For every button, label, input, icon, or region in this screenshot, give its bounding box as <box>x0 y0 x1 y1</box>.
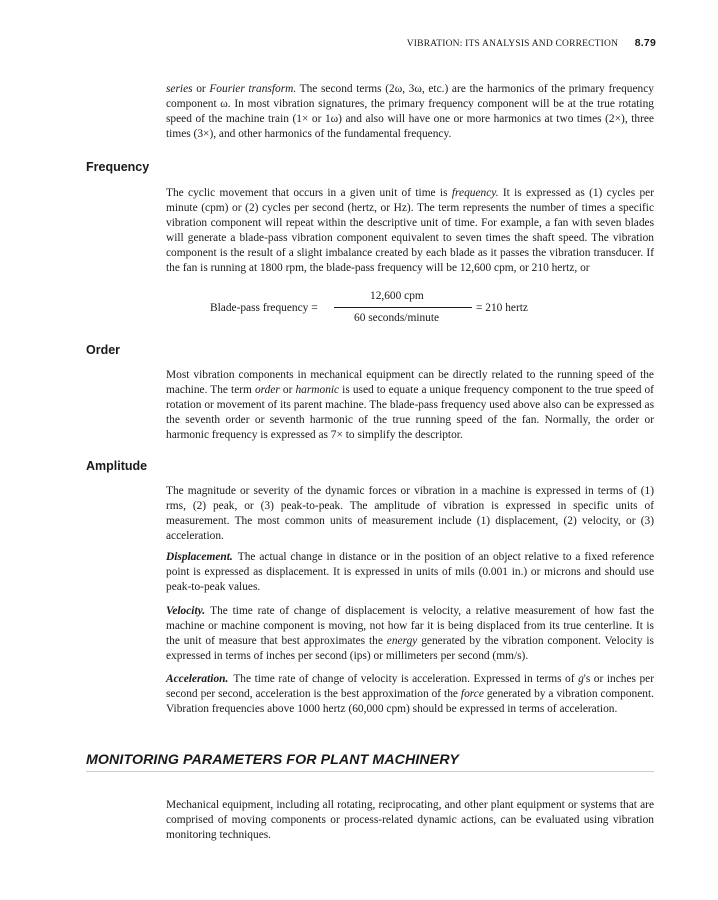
text-run: generated by the vibration component. Velocity is expressed in terms of inches per second (ips) or millimeters per second (mm/s). <box>166 635 654 662</box>
displacement-paragraph <box>166 550 654 595</box>
emphasis: frequency. <box>451 187 499 199</box>
text-run: The cyclic movement that occurs in a given unit of time is <box>166 187 452 199</box>
text-run: 's or inches per second per second, acceleration is the best approximation of the <box>166 673 655 700</box>
running-title: VIBRATION: ITS ANALYSIS AND CORRECTION <box>406 39 619 49</box>
running-head <box>407 37 656 49</box>
fraction-bar <box>334 307 472 308</box>
formula-lhs: Blade-pass frequency = <box>210 302 318 314</box>
page-number: 8.79 <box>634 37 656 49</box>
formula-denominator: 60 seconds/minute <box>354 312 440 324</box>
blade-pass-formula <box>210 290 550 330</box>
emphasis: energy <box>386 635 418 647</box>
text-run: generated by a vibration component. Vibration frequencies above 1000 hertz (60,000 cpm) should be expressed in terms of acceleration. <box>166 688 654 715</box>
text-run: or <box>192 83 210 95</box>
emphasis: order <box>254 384 280 396</box>
text-run: is used to equate a unique frequency component to the true speed of rotation or movement of its parent machine. The blade-pass frequency used above also can be expressed as the seventh order or seventh harmonic of the true running speed of the fan. Normally, the order or harmonic frequency is expressed as 7× to simplify the descriptor. <box>166 384 654 441</box>
text-run: The time rate of change of displacement is velocity, a relative measurement of how fast the machine or machine component is moving, not how far it is being displaced from its true centerline. It is the unit of measure that best approximates the <box>166 605 654 647</box>
text-run: The time rate of change of velocity is acceleration. Expressed in terms of <box>233 673 579 685</box>
order-heading: Order <box>86 343 121 357</box>
acceleration-paragraph <box>166 672 654 717</box>
amplitude-paragraph: The magnitude or severity of the dynamic forces or vibration in a machine is expressed in terms of (1) rms, (2) peak, or (3) peak-to-peak. The amplitude of vibration is expressed in specific units of measurement. The most common units of measurement include (1) displacement, (2) velocity, or (3) acceleration. <box>166 485 654 542</box>
text-run: or <box>279 384 296 396</box>
text-run: It is expressed as (1) cycles per minute (cpm) or (2) cycles per second (hertz, or Hz). The term represents the number of times a specific vibration component will repeat within the descriptive unit of time. For example, a fan with seven blades will generate a blade-pass vibration component equivalent to seven times the shaft speed. The vibration component is the result of a slight imbalance created by each blade as it passes the vibration transducer. If the fan is running at 1800 rpm, the blade-pass frequency will be 12,600 cpm, or 210 hertz, or <box>166 187 654 274</box>
amplitude-heading: Amplitude <box>86 459 148 473</box>
emphasis: g <box>578 673 584 685</box>
intro-paragraph <box>166 82 654 142</box>
acceleration-lead: Acceleration. <box>166 673 229 685</box>
displacement-lead: Displacement. <box>166 551 233 563</box>
emphasis: Fourier transform. <box>209 83 297 95</box>
velocity-paragraph <box>166 604 654 664</box>
section-divider <box>86 771 654 772</box>
text-run: The actual change in distance or in the position of an object relative to a fixed reference point is expressed as displacement. It is expressed in units of mils (0.001 in.) or microns and should use peak-to-peak values. <box>166 551 654 593</box>
formula-numerator: 12,600 cpm <box>370 290 424 302</box>
emphasis: harmonic <box>295 384 340 396</box>
text-run: The second terms (2ω, 3ω, etc.) are the harmonics of the primary frequency component ω. In most vibration signatures, the primary frequency component will be at the true rotating speed of the machine train (1× or 1ω) and also will have one or more harmonics at two times (2×), three times (3×), and other harmonics of the fundamental frequency. <box>166 83 655 140</box>
frequency-heading: Frequency <box>86 160 150 174</box>
monitoring-paragraph: Mechanical equipment, including all rotating, reciprocating, and other plant equipment or systems that are comprised of moving components or process-related dynamic actions, can be evaluated using vibration monitoring techniques. <box>166 799 654 841</box>
emphasis: force <box>460 688 484 700</box>
order-paragraph <box>166 368 654 443</box>
text-run: Most vibration components in mechanical equipment can be directly related to the running speed of the machine. The term <box>166 369 654 396</box>
monitoring-heading: MONITORING PARAMETERS FOR PLANT MACHINERY <box>86 752 459 768</box>
frequency-paragraph <box>166 186 654 276</box>
emphasis: series <box>166 83 193 95</box>
formula-rhs: = 210 hertz <box>476 302 528 314</box>
velocity-lead: Velocity. <box>166 605 206 617</box>
